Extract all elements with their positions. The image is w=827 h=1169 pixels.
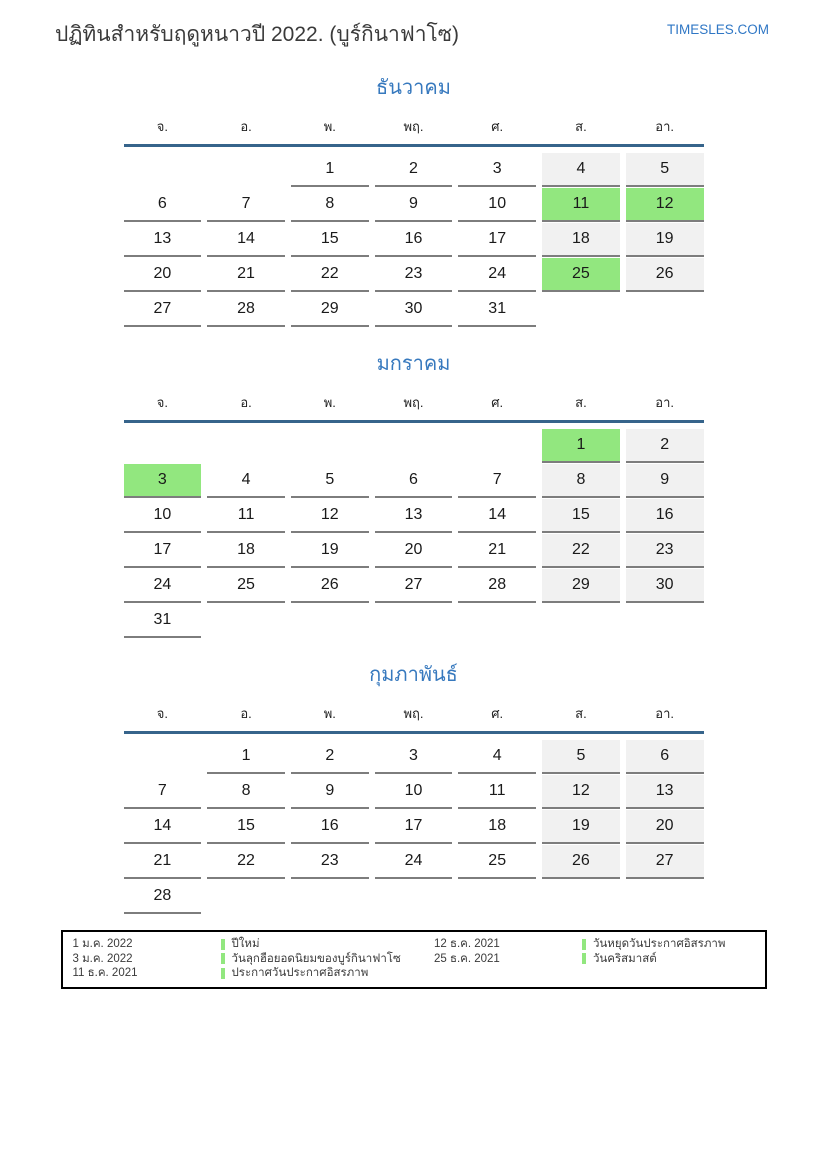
day-cell: 19 <box>542 810 620 844</box>
weekday-label: ศ. <box>491 395 504 410</box>
weekday-label: อ. <box>240 119 252 134</box>
empty-cell <box>626 293 704 327</box>
day-cell: 22 <box>291 258 369 292</box>
legend-label-text: วันลุกฮือยอดนิยมของบูร์กินาฟาโซ <box>231 952 401 965</box>
day-cell: 20 <box>375 534 453 568</box>
day-cell: 11 <box>458 775 536 809</box>
empty-cell <box>626 604 704 638</box>
legend-entry <box>73 952 434 967</box>
empty-cell <box>124 740 202 774</box>
weekday-label: จ. <box>156 119 168 134</box>
legend-label <box>221 966 369 981</box>
day-cell: 12 <box>291 499 369 533</box>
empty-cell <box>207 880 285 914</box>
day-cell: 23 <box>626 534 704 568</box>
day-cell: 21 <box>124 845 202 879</box>
day-cell: 9 <box>291 775 369 809</box>
day-cell: 28 <box>124 880 202 914</box>
empty-cell <box>291 429 369 463</box>
day-cell: 18 <box>458 810 536 844</box>
legend-label <box>582 937 726 952</box>
day-cell: 7 <box>124 775 202 809</box>
page-header <box>0 0 827 51</box>
day-cell: 31 <box>124 604 202 638</box>
day-cell: 19 <box>626 223 704 257</box>
day-cell: 19 <box>291 534 369 568</box>
empty-cell <box>124 153 202 187</box>
legend-entry <box>73 937 434 952</box>
legend-date: 25 ธ.ค. 2021 <box>433 952 500 965</box>
day-cell: 10 <box>124 499 202 533</box>
day-cell: 8 <box>207 775 285 809</box>
day-cell: 23 <box>291 845 369 879</box>
empty-cell <box>542 880 620 914</box>
day-cell: 29 <box>542 569 620 603</box>
empty-cell <box>626 880 704 914</box>
day-cell: 26 <box>542 845 620 879</box>
day-cell: 6 <box>124 188 202 222</box>
day-cell: 24 <box>458 258 536 292</box>
day-cell: 3 <box>458 153 536 187</box>
weekday-header-row <box>124 116 704 144</box>
day-cell: 14 <box>458 499 536 533</box>
day-cell: 17 <box>458 223 536 257</box>
months-container <box>0 71 827 914</box>
weekday-label: ศ. <box>491 706 504 721</box>
weekday-label: พฤ. <box>403 119 424 134</box>
day-cell: 26 <box>291 569 369 603</box>
day-cell: 14 <box>124 810 202 844</box>
day-cell: 10 <box>458 188 536 222</box>
day-cell: 2 <box>626 429 704 463</box>
day-cell: 6 <box>626 740 704 774</box>
month-section <box>124 658 704 914</box>
weekday-label: อา. <box>655 395 674 410</box>
day-cell: 3 <box>375 740 453 774</box>
day-cell: 15 <box>291 223 369 257</box>
weekday-label: ศ. <box>491 119 504 134</box>
empty-cell <box>375 880 453 914</box>
day-cell: 21 <box>207 258 285 292</box>
day-cell: 21 <box>458 534 536 568</box>
day-cell: 28 <box>207 293 285 327</box>
day-cell: 22 <box>207 845 285 879</box>
day-cell: 5 <box>626 153 704 187</box>
weekday-label: พ. <box>323 119 336 134</box>
month-section <box>124 347 704 638</box>
day-cell: 25 <box>458 845 536 879</box>
day-cell: 16 <box>291 810 369 844</box>
weekday-label: จ. <box>156 395 168 410</box>
weekday-label: อ. <box>240 706 252 721</box>
day-cell: 8 <box>542 464 620 498</box>
day-cell: 11 <box>207 499 285 533</box>
day-cell: 27 <box>626 845 704 879</box>
day-cell: 3 <box>124 464 202 498</box>
day-cell: 12 <box>542 775 620 809</box>
site-link[interactable]: TIMESLES.COM <box>666 22 769 37</box>
empty-cell <box>124 429 202 463</box>
month-grid <box>124 740 704 914</box>
day-cell: 4 <box>458 740 536 774</box>
legend-label <box>582 952 657 967</box>
day-cell: 13 <box>626 775 704 809</box>
legend-box <box>61 930 767 989</box>
month-title: ธันวาคม <box>376 77 451 99</box>
weekday-label: อา. <box>655 706 674 721</box>
header-rule <box>124 144 704 147</box>
legend-label <box>221 937 260 952</box>
legend-date: 3 ม.ค. 2022 <box>72 952 133 965</box>
weekday-header-row <box>124 703 704 731</box>
day-cell: 1 <box>207 740 285 774</box>
holiday-marker-icon <box>221 953 225 964</box>
day-cell: 17 <box>375 810 453 844</box>
day-cell: 28 <box>458 569 536 603</box>
day-cell: 13 <box>124 223 202 257</box>
day-cell: 22 <box>542 534 620 568</box>
holiday-marker-icon <box>582 939 586 950</box>
legend-label-text: วันคริสมาสต์ <box>592 952 657 965</box>
day-cell: 25 <box>207 569 285 603</box>
legend-entry <box>73 966 434 981</box>
day-cell: 16 <box>626 499 704 533</box>
page-title: ปฏิทินสำหรับฤดูหนาวปี 2022. (บูร์กินาฟาโซ) <box>55 23 460 46</box>
weekday-label: พฤ. <box>403 395 424 410</box>
legend-label-text: ปีใหม่ <box>231 938 260 950</box>
day-cell: 17 <box>124 534 202 568</box>
day-cell: 29 <box>291 293 369 327</box>
month-title: กุมภาพันธ์ <box>369 664 458 686</box>
day-cell: 10 <box>375 775 453 809</box>
day-cell: 11 <box>542 188 620 222</box>
empty-cell <box>375 429 453 463</box>
empty-cell <box>291 604 369 638</box>
empty-cell <box>207 153 285 187</box>
weekday-label: พฤ. <box>403 706 424 721</box>
day-cell: 4 <box>207 464 285 498</box>
day-cell: 24 <box>375 845 453 879</box>
day-cell: 5 <box>542 740 620 774</box>
legend-label-text: วันหยุดวันประกาศอิสรภาพ <box>592 938 726 950</box>
header-rule <box>124 731 704 734</box>
day-cell: 20 <box>626 810 704 844</box>
day-cell: 9 <box>375 188 453 222</box>
day-cell: 25 <box>542 258 620 292</box>
empty-cell <box>458 880 536 914</box>
day-cell: 15 <box>207 810 285 844</box>
weekday-label: อ. <box>240 395 252 410</box>
day-cell: 4 <box>542 153 620 187</box>
day-cell: 1 <box>291 153 369 187</box>
empty-cell <box>542 293 620 327</box>
day-cell: 30 <box>375 293 453 327</box>
day-cell: 6 <box>375 464 453 498</box>
day-cell: 13 <box>375 499 453 533</box>
legend-label-text: ประกาศวันประกาศอิสรภาพ <box>231 967 369 979</box>
header-rule <box>124 420 704 423</box>
day-cell: 24 <box>124 569 202 603</box>
weekday-label: พ. <box>323 706 336 721</box>
day-cell: 27 <box>124 293 202 327</box>
day-cell: 15 <box>542 499 620 533</box>
day-cell: 18 <box>207 534 285 568</box>
holiday-marker-icon <box>582 953 586 964</box>
holiday-marker-icon <box>221 939 225 950</box>
empty-cell <box>458 429 536 463</box>
legend-label <box>221 952 401 967</box>
weekday-label: พ. <box>323 395 336 410</box>
day-cell: 1 <box>542 429 620 463</box>
day-cell: 2 <box>375 153 453 187</box>
month-section <box>124 71 704 327</box>
day-cell: 7 <box>207 188 285 222</box>
day-cell: 12 <box>626 188 704 222</box>
month-title: มกราคม <box>376 353 451 375</box>
day-cell: 2 <box>291 740 369 774</box>
empty-cell <box>458 604 536 638</box>
day-cell: 30 <box>626 569 704 603</box>
legend-date: 1 ม.ค. 2022 <box>72 938 133 950</box>
empty-cell <box>207 604 285 638</box>
day-cell: 9 <box>626 464 704 498</box>
day-cell: 18 <box>542 223 620 257</box>
legend-date: 11 ธ.ค. 2021 <box>72 967 138 979</box>
weekday-label: ส. <box>575 395 587 410</box>
legend-entry <box>434 937 755 952</box>
month-grid <box>124 429 704 638</box>
weekday-label: ส. <box>575 706 587 721</box>
day-cell: 26 <box>626 258 704 292</box>
legend-column-right <box>434 937 755 981</box>
weekday-header-row <box>124 392 704 420</box>
day-cell: 5 <box>291 464 369 498</box>
weekday-label: อา. <box>655 119 674 134</box>
legend-column-left <box>73 937 434 981</box>
day-cell: 7 <box>458 464 536 498</box>
weekday-label: จ. <box>156 706 168 721</box>
month-grid <box>124 153 704 327</box>
empty-cell <box>375 604 453 638</box>
weekday-label: ส. <box>575 119 587 134</box>
empty-cell <box>542 604 620 638</box>
day-cell: 23 <box>375 258 453 292</box>
day-cell: 20 <box>124 258 202 292</box>
legend-date: 12 ธ.ค. 2021 <box>433 938 500 950</box>
legend-entry <box>434 952 755 967</box>
day-cell: 8 <box>291 188 369 222</box>
day-cell: 31 <box>458 293 536 327</box>
day-cell: 16 <box>375 223 453 257</box>
day-cell: 27 <box>375 569 453 603</box>
holiday-marker-icon <box>221 968 225 979</box>
day-cell: 14 <box>207 223 285 257</box>
empty-cell <box>207 429 285 463</box>
empty-cell <box>291 880 369 914</box>
